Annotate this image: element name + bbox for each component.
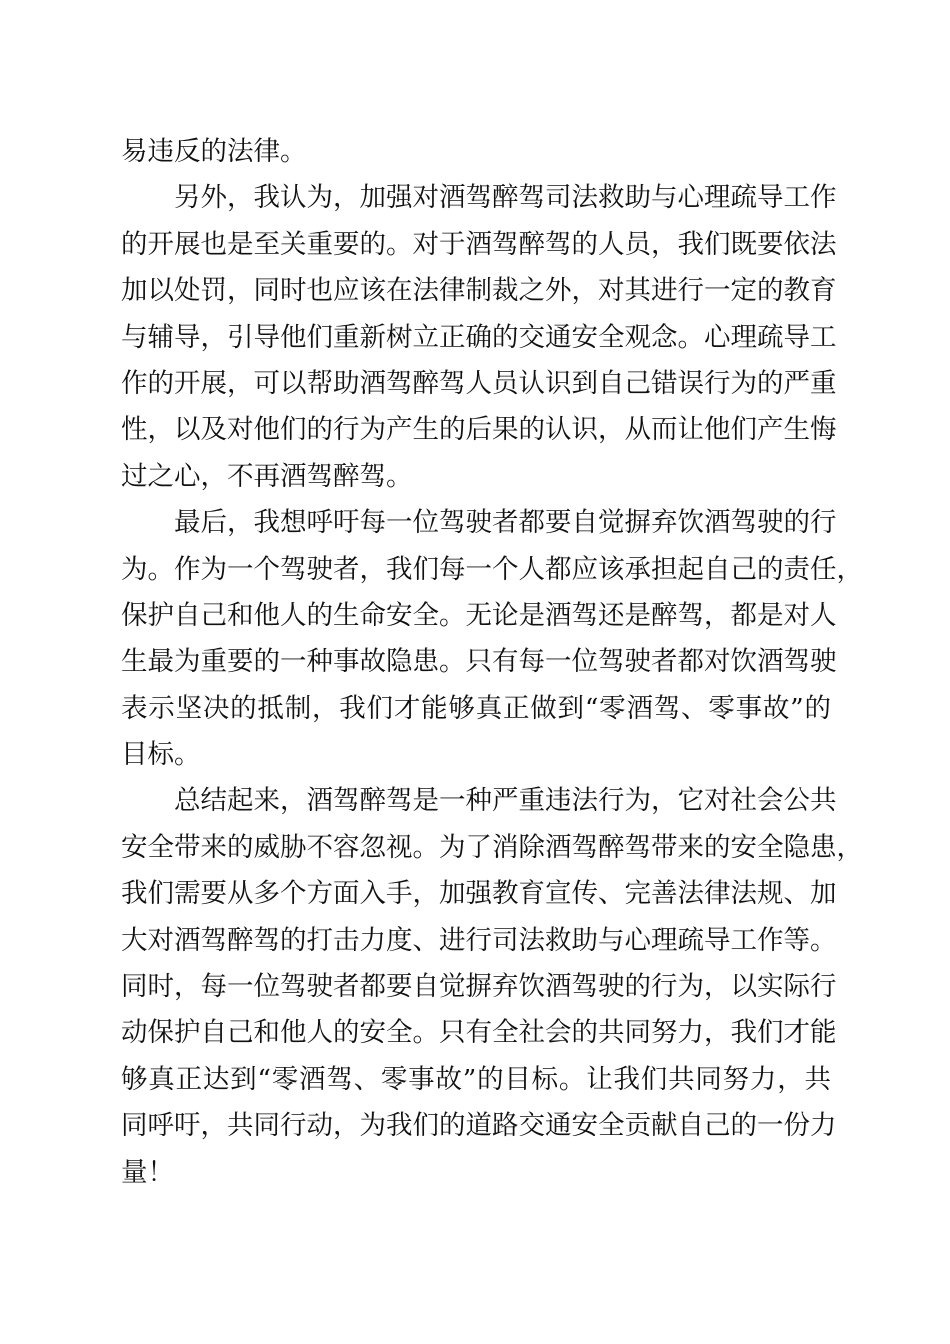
paragraph-start-line: 另外，我认为，加强对酒驾醉驾司法救助与心理疏导工作 bbox=[174, 182, 837, 214]
text-line: 为。作为一个驾驶者，我们每一个人都应该承担起自己的责任， bbox=[121, 553, 863, 585]
text-line: 表示坚决的抵制，我们才能够真正做到“零酒驾、零事故”的 bbox=[121, 692, 831, 724]
text-line: 过之心，不再酒驾醉驾。 bbox=[121, 460, 413, 492]
text-line: 与辅导，引导他们重新树立正确的交通安全观念。心理疏导工 bbox=[121, 321, 837, 353]
text-line: 量！ bbox=[121, 1156, 174, 1188]
document-body bbox=[121, 129, 863, 1196]
paragraph-start-line: 总结起来，酒驾醉驾是一种严重违法行为，它对社会公共 bbox=[174, 785, 837, 817]
text-line: 保护自己和他人的生命安全。无论是酒驾还是醉驾，都是对人 bbox=[121, 599, 837, 631]
text-line: 大对酒驾醉驾的打击力度、进行司法救助与心理疏导工作等。 bbox=[121, 924, 837, 956]
text-line: 我们需要从多个方面入手，加强教育宣传、完善法律法规、加 bbox=[121, 878, 837, 910]
text-line: 性，以及对他们的行为产生的后果的认识，从而让他们产生悔 bbox=[121, 414, 837, 446]
paragraph-start-line: 最后，我想呼吁每一位驾驶者都要自觉摒弃饮酒驾驶的行 bbox=[174, 507, 837, 539]
text-line: 的开展也是至关重要的。对于酒驾醉驾的人员，我们既要依法 bbox=[121, 228, 837, 260]
text-line: 同时，每一位驾驶者都要自觉摒弃饮酒驾驶的行为，以实际行 bbox=[121, 971, 837, 1003]
text-line: 动保护自己和他人的安全。只有全社会的共同努力，我们才能 bbox=[121, 1017, 837, 1049]
text-line: 安全带来的威胁不容忽视。为了消除酒驾醉驾带来的安全隐患， bbox=[121, 831, 863, 863]
text-line: 易违反的法律。 bbox=[121, 136, 307, 167]
text-line: 同呼吁，共同行动，为我们的道路交通安全贡献自己的一份力 bbox=[121, 1110, 837, 1142]
text-line: 作的开展，可以帮助酒驾醉驾人员认识到自己错误行为的严重 bbox=[121, 367, 837, 399]
text-line: 够真正达到“零酒驾、零事故”的目标。让我们共同努力，共 bbox=[121, 1063, 831, 1095]
text-line: 加以处罚，同时也应该在法律制裁之外，对其进行一定的教育 bbox=[121, 275, 837, 307]
text-line: 生最为重要的一种事故隐患。只有每一位驾驶者都对饮酒驾驶 bbox=[121, 646, 837, 678]
text-line: 目标。 bbox=[121, 739, 201, 771]
